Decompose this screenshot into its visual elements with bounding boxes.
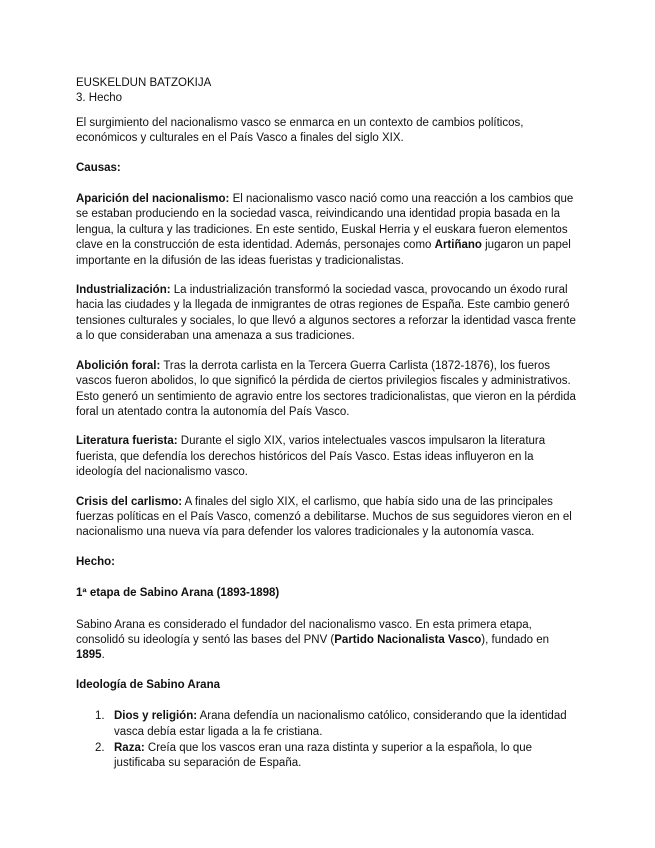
- literatura-text: Durante el siglo XIX, varios intelectuales vascos impulsaron la literatura fuerista, que defendía los derechos históricos del País Vasco. Estas ideas influyeron en la ideología del nacionalismo vasco.: [76, 435, 546, 479]
- aparicion-text-end: jugaron un papel importante en la difusión de las ideas fueristas y tradicionalistas.: [76, 239, 571, 267]
- document-page: [76, 76, 576, 773]
- literatura-label: Literatura fuerista:: [76, 435, 178, 448]
- industrializacion-text: La industrialización transformó la sociedad vasca, provocando un éxodo rural hacia las ciudades y la llegada de inmigrantes de otras regiones de España. Este cambio generó tensiones culturales y sociales, lo que llevó a algunos sectores a reforzar la identidad vasca frente a lo que consideraban una amenaza a sus tradiciones.: [76, 284, 576, 343]
- etapa-paragraph: [76, 618, 576, 664]
- ideologia-heading: Ideología de Sabino Arana: [76, 678, 220, 691]
- literatura-paragraph: [76, 434, 576, 480]
- aparicion-text: El nacionalismo vasco nació como una reacción a los cambios que se estaban produciendo en la sociedad vasca, reivindicando una identidad propia basada en la lengua, la cultura y las tradiciones. En este sentido, Euskal Herria y el euskara fueron elementos clave en la construcción de esta identidad. Además, personajes como: [76, 193, 574, 252]
- section-number: 3. Hecho: [76, 92, 123, 105]
- crisis-text: A finales del siglo XIX, el carlismo, que había sido una de las principales fuerzas políticas en el País Vasco, comenzó a debilitarse. Muchos de sus seguidores vieron en el nacionalismo una nueva vía para defender los valores tradicionales y la autonomía vasca.: [76, 495, 572, 539]
- list-item-number: 2.: [95, 742, 105, 754]
- causas-heading: Causas:: [76, 161, 121, 174]
- abolicion-label: Abolición foral:: [76, 359, 161, 372]
- ideologia-list: [76, 709, 576, 772]
- abolicion-paragraph: [76, 359, 576, 421]
- etapa-text-end: .: [101, 649, 105, 662]
- list-item-number: 1.: [95, 710, 105, 723]
- abolicion-text: Tras la derrota carlista en la Tercera Guerra Carlista (1872-1876), los fueros vascos fueron abolidos, lo que significó la pérdida de ciertos privilegios fiscales y administrativos. Esto generó un sentimiento de agravio entre los sectores tradicionalistas, que vieron en la pérdida foral un atentado contra la autonomía del País Vasco.: [76, 359, 576, 418]
- aparicion-paragraph: [76, 192, 576, 269]
- crisis-label: Crisis del carlismo:: [76, 495, 183, 508]
- etapa-text-mid: ), fundado en: [481, 633, 550, 646]
- list-item-label: Dios y religión:: [114, 710, 198, 723]
- partido-name: Partido Nacionalista Vasco: [334, 633, 482, 646]
- etapa-heading: 1ª etapa de Sabino Arana (1893-1898): [76, 587, 280, 600]
- document-header: [76, 76, 576, 107]
- list-item-text: Arana defendía un nacionalismo católico, considerando que la identidad vasca debía estar ligada a la fe cristiana.: [114, 710, 567, 738]
- intro-paragraph: El surgimiento del nacionalismo vasco se enmarca en un contexto de cambios políticos, económicos y culturales en el País Vasco a finales del siglo XIX.: [76, 116, 524, 145]
- hecho-heading: Hecho:: [76, 555, 115, 568]
- industrializacion-label: Industrialización:: [76, 284, 171, 297]
- aparicion-label: Aparición del nacionalismo:: [76, 193, 230, 206]
- artinano-name: Artiñano: [434, 239, 482, 252]
- crisis-paragraph: [76, 495, 576, 541]
- list-item-text: Creía que los vascos eran una raza distinta y superior a la española, lo que justificaba su separación de España.: [114, 742, 533, 770]
- industrializacion-paragraph: [76, 283, 576, 345]
- list-item: [76, 741, 576, 772]
- document-title: EUSKELDUN BATZOKIJA: [76, 77, 212, 89]
- list-item-label: Raza:: [114, 742, 145, 754]
- list-item: [76, 709, 576, 740]
- founding-year: 1895: [76, 649, 102, 662]
- etapa-text: Sabino Arana es considerado el fundador del nacionalismo vasco. En esta primera etapa, consolidó su ideología y sentó las bases del PNV (: [76, 618, 532, 646]
